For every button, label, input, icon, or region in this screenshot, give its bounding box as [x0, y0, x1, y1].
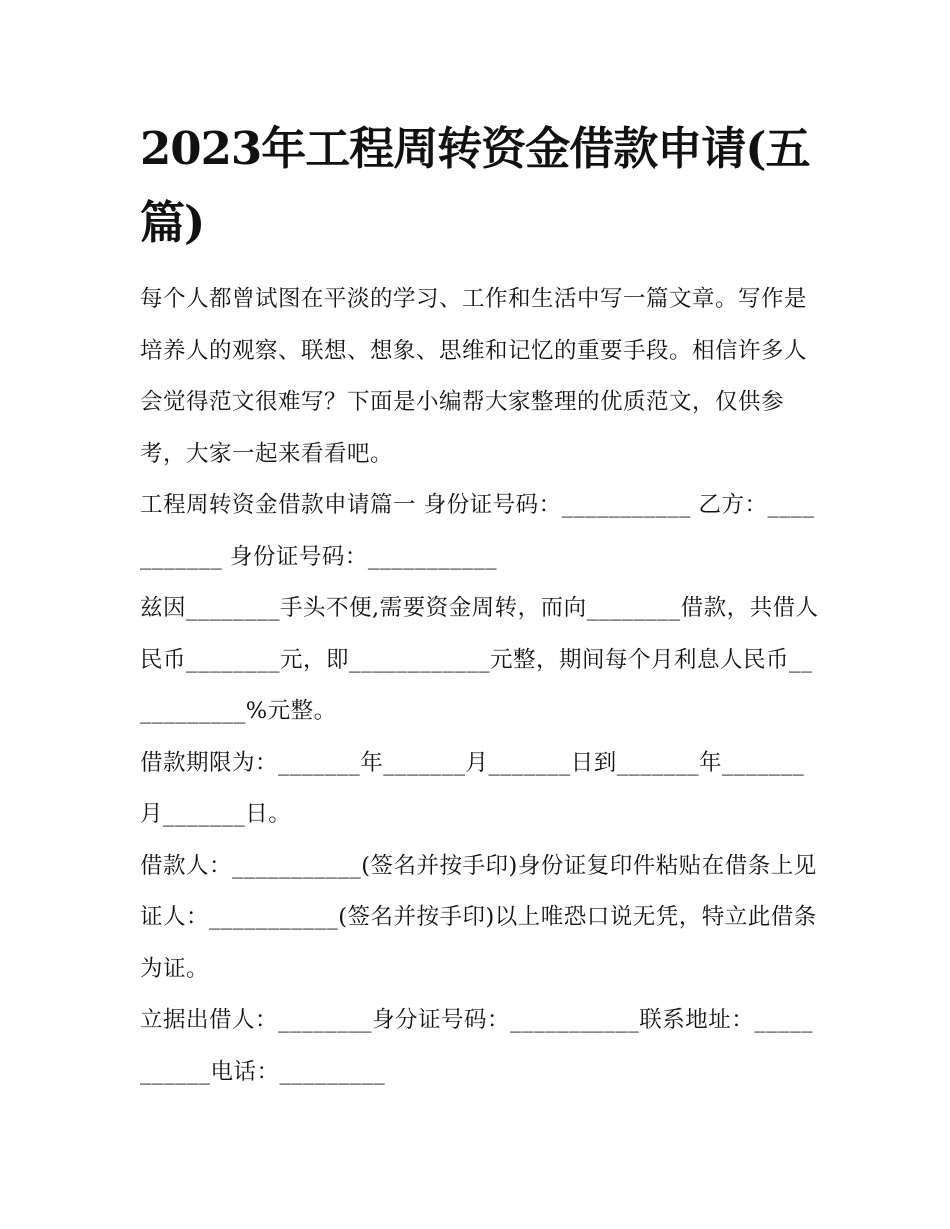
body-paragraph-5: 立据出借人：________身分证号码：___________联系地址：___________电话：_________ — [140, 1007, 814, 1085]
document-page — [140, 112, 820, 1098]
document-title: 2023年工程周转资金借款申请(五篇) — [140, 122, 810, 249]
body-paragraph-3: 借款期限为：_______年_______月_______日到_______年_______月_______日。 — [140, 749, 805, 827]
body-paragraph-4: 借款人：___________(签名并按手印)身份证复印件粘贴在借条上见证人：___________(签名并按手印)以上唯恐口说无凭，特立此借条为证。 — [140, 852, 817, 982]
body-paragraph-2: 兹因________手头不便,需要资金周转，而向________借款，共借人民币________元，即____________元整，期间每个月利息人民币___________%元整。 — [140, 595, 819, 724]
intro-paragraph: 每个人都曾试图在平淡的学习、工作和生活中写一篇文章。写作是培养人的观察、联想、想象、思维和记忆的重要手段。相信许多人会觉得范文很难写？下面是小编帮大家整理的优质范文，仅供参考，大家一起来看看吧。 — [140, 286, 808, 467]
body-paragraph-1: 工程周转资金借款申请篇一 身份证号码：___________ 乙方：___________ 身份证号码：___________ — [140, 492, 815, 570]
